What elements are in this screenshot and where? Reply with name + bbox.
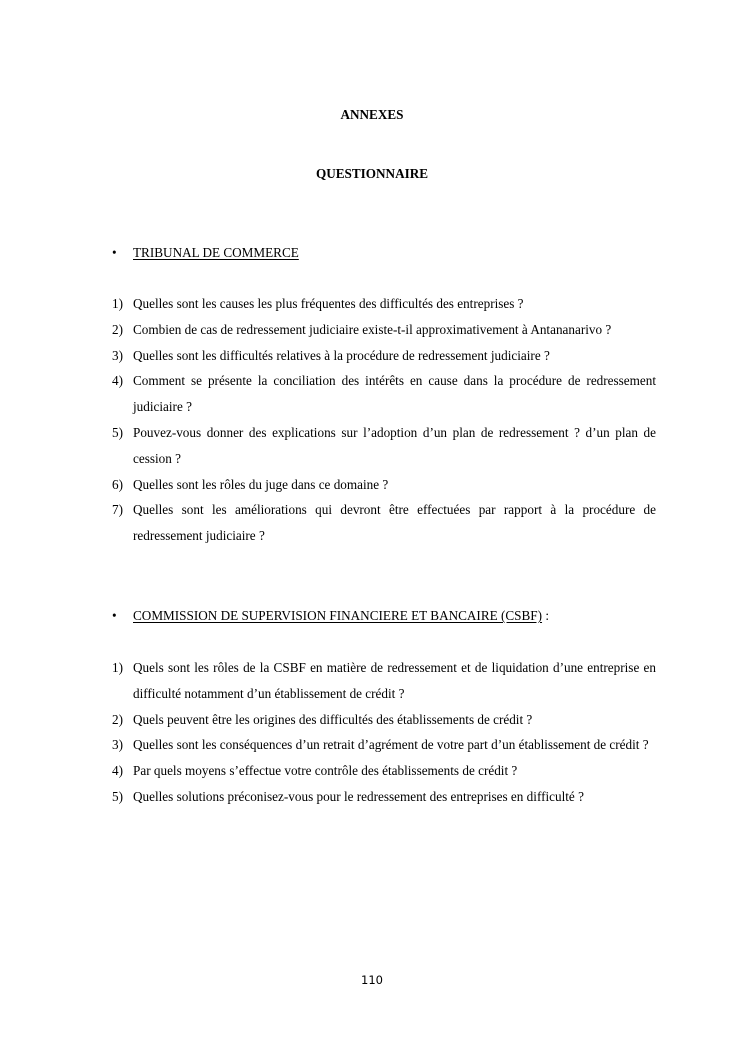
item-number: 5) bbox=[112, 788, 123, 804]
item-number: 3) bbox=[112, 347, 123, 363]
question-text: Par quels moyens s’effectue votre contrôle des établissements de crédit ? bbox=[133, 763, 518, 779]
tribunal-question-list bbox=[112, 291, 656, 549]
question-text: Quelles sont les rôles du juge dans ce domaine ? bbox=[133, 476, 389, 492]
list-item bbox=[112, 472, 656, 498]
bullet-icon: • bbox=[112, 608, 117, 623]
item-number: 1) bbox=[112, 296, 123, 311]
question-text: Quels sont les rôles de la CSBF en matière de redressement et de liquidation d’une entreprise en difficulté notamment d’un établissement de crédit ? bbox=[133, 660, 656, 701]
item-number: 4) bbox=[112, 373, 123, 389]
question-text: Quelles sont les améliorations qui devront être effectuées par rapport à la procédure de redressement judiciaire ? bbox=[133, 502, 656, 544]
bullet-icon: • bbox=[112, 245, 117, 260]
question-text: Quelles sont les difficultés relatives à la procédure de redressement judiciaire ? bbox=[133, 347, 550, 363]
questionnaire-heading: QUESTIONNAIRE bbox=[315, 166, 429, 181]
section-title-text: TRIBUNAL DE COMMERCE bbox=[133, 245, 299, 260]
list-item bbox=[112, 758, 656, 784]
question-text: Quelles solutions préconisez-vous pour le redressement des entreprises en difficulté ? bbox=[133, 788, 584, 804]
question-text: Quelles sont les causes les plus fréquentes des difficultés des entreprises ? bbox=[133, 296, 524, 311]
question-text: Quelles sont les conséquences d’un retrait d’agrément de votre part d’un établissement de crédit ? bbox=[133, 737, 649, 753]
question-text: Quels peuvent être les origines des difficultés des établissements de crédit ? bbox=[133, 711, 533, 727]
list-item bbox=[112, 655, 656, 707]
list-item bbox=[112, 343, 656, 369]
csbf-question-list bbox=[112, 655, 656, 810]
section-title-suffix: : bbox=[542, 608, 549, 623]
item-number: 5) bbox=[112, 424, 123, 440]
item-number: 2) bbox=[112, 711, 123, 727]
list-item bbox=[112, 497, 656, 549]
question-text: Comment se présente la conciliation des intérêts en cause dans la procédure de redressement judiciaire ? bbox=[133, 373, 656, 415]
section-title bbox=[133, 244, 299, 262]
list-item bbox=[112, 291, 656, 317]
page-number: 110 bbox=[361, 973, 383, 987]
section-title bbox=[133, 607, 549, 625]
list-item bbox=[112, 368, 656, 420]
item-number: 2) bbox=[112, 321, 123, 337]
list-item bbox=[112, 732, 656, 758]
question-text: Combien de cas de redressement judiciaire existe-t-il approximativement à Antananarivo ? bbox=[133, 321, 612, 337]
item-number: 3) bbox=[112, 737, 123, 753]
annexes-heading: ANNEXES bbox=[340, 107, 404, 122]
item-number: 7) bbox=[112, 502, 123, 518]
section-title-text: COMMISSION DE SUPERVISION FINANCIERE ET BANCAIRE (CSBF) bbox=[133, 608, 543, 623]
question-text: Pouvez-vous donner des explications sur l’adoption d’un plan de redressement ? d’un plan de cession ? bbox=[133, 424, 656, 466]
list-item bbox=[112, 784, 656, 810]
list-item bbox=[112, 420, 656, 472]
list-item bbox=[112, 707, 656, 733]
list-item bbox=[112, 317, 656, 343]
item-number: 4) bbox=[112, 763, 123, 779]
item-number: 1) bbox=[112, 660, 123, 675]
item-number: 6) bbox=[112, 476, 123, 492]
